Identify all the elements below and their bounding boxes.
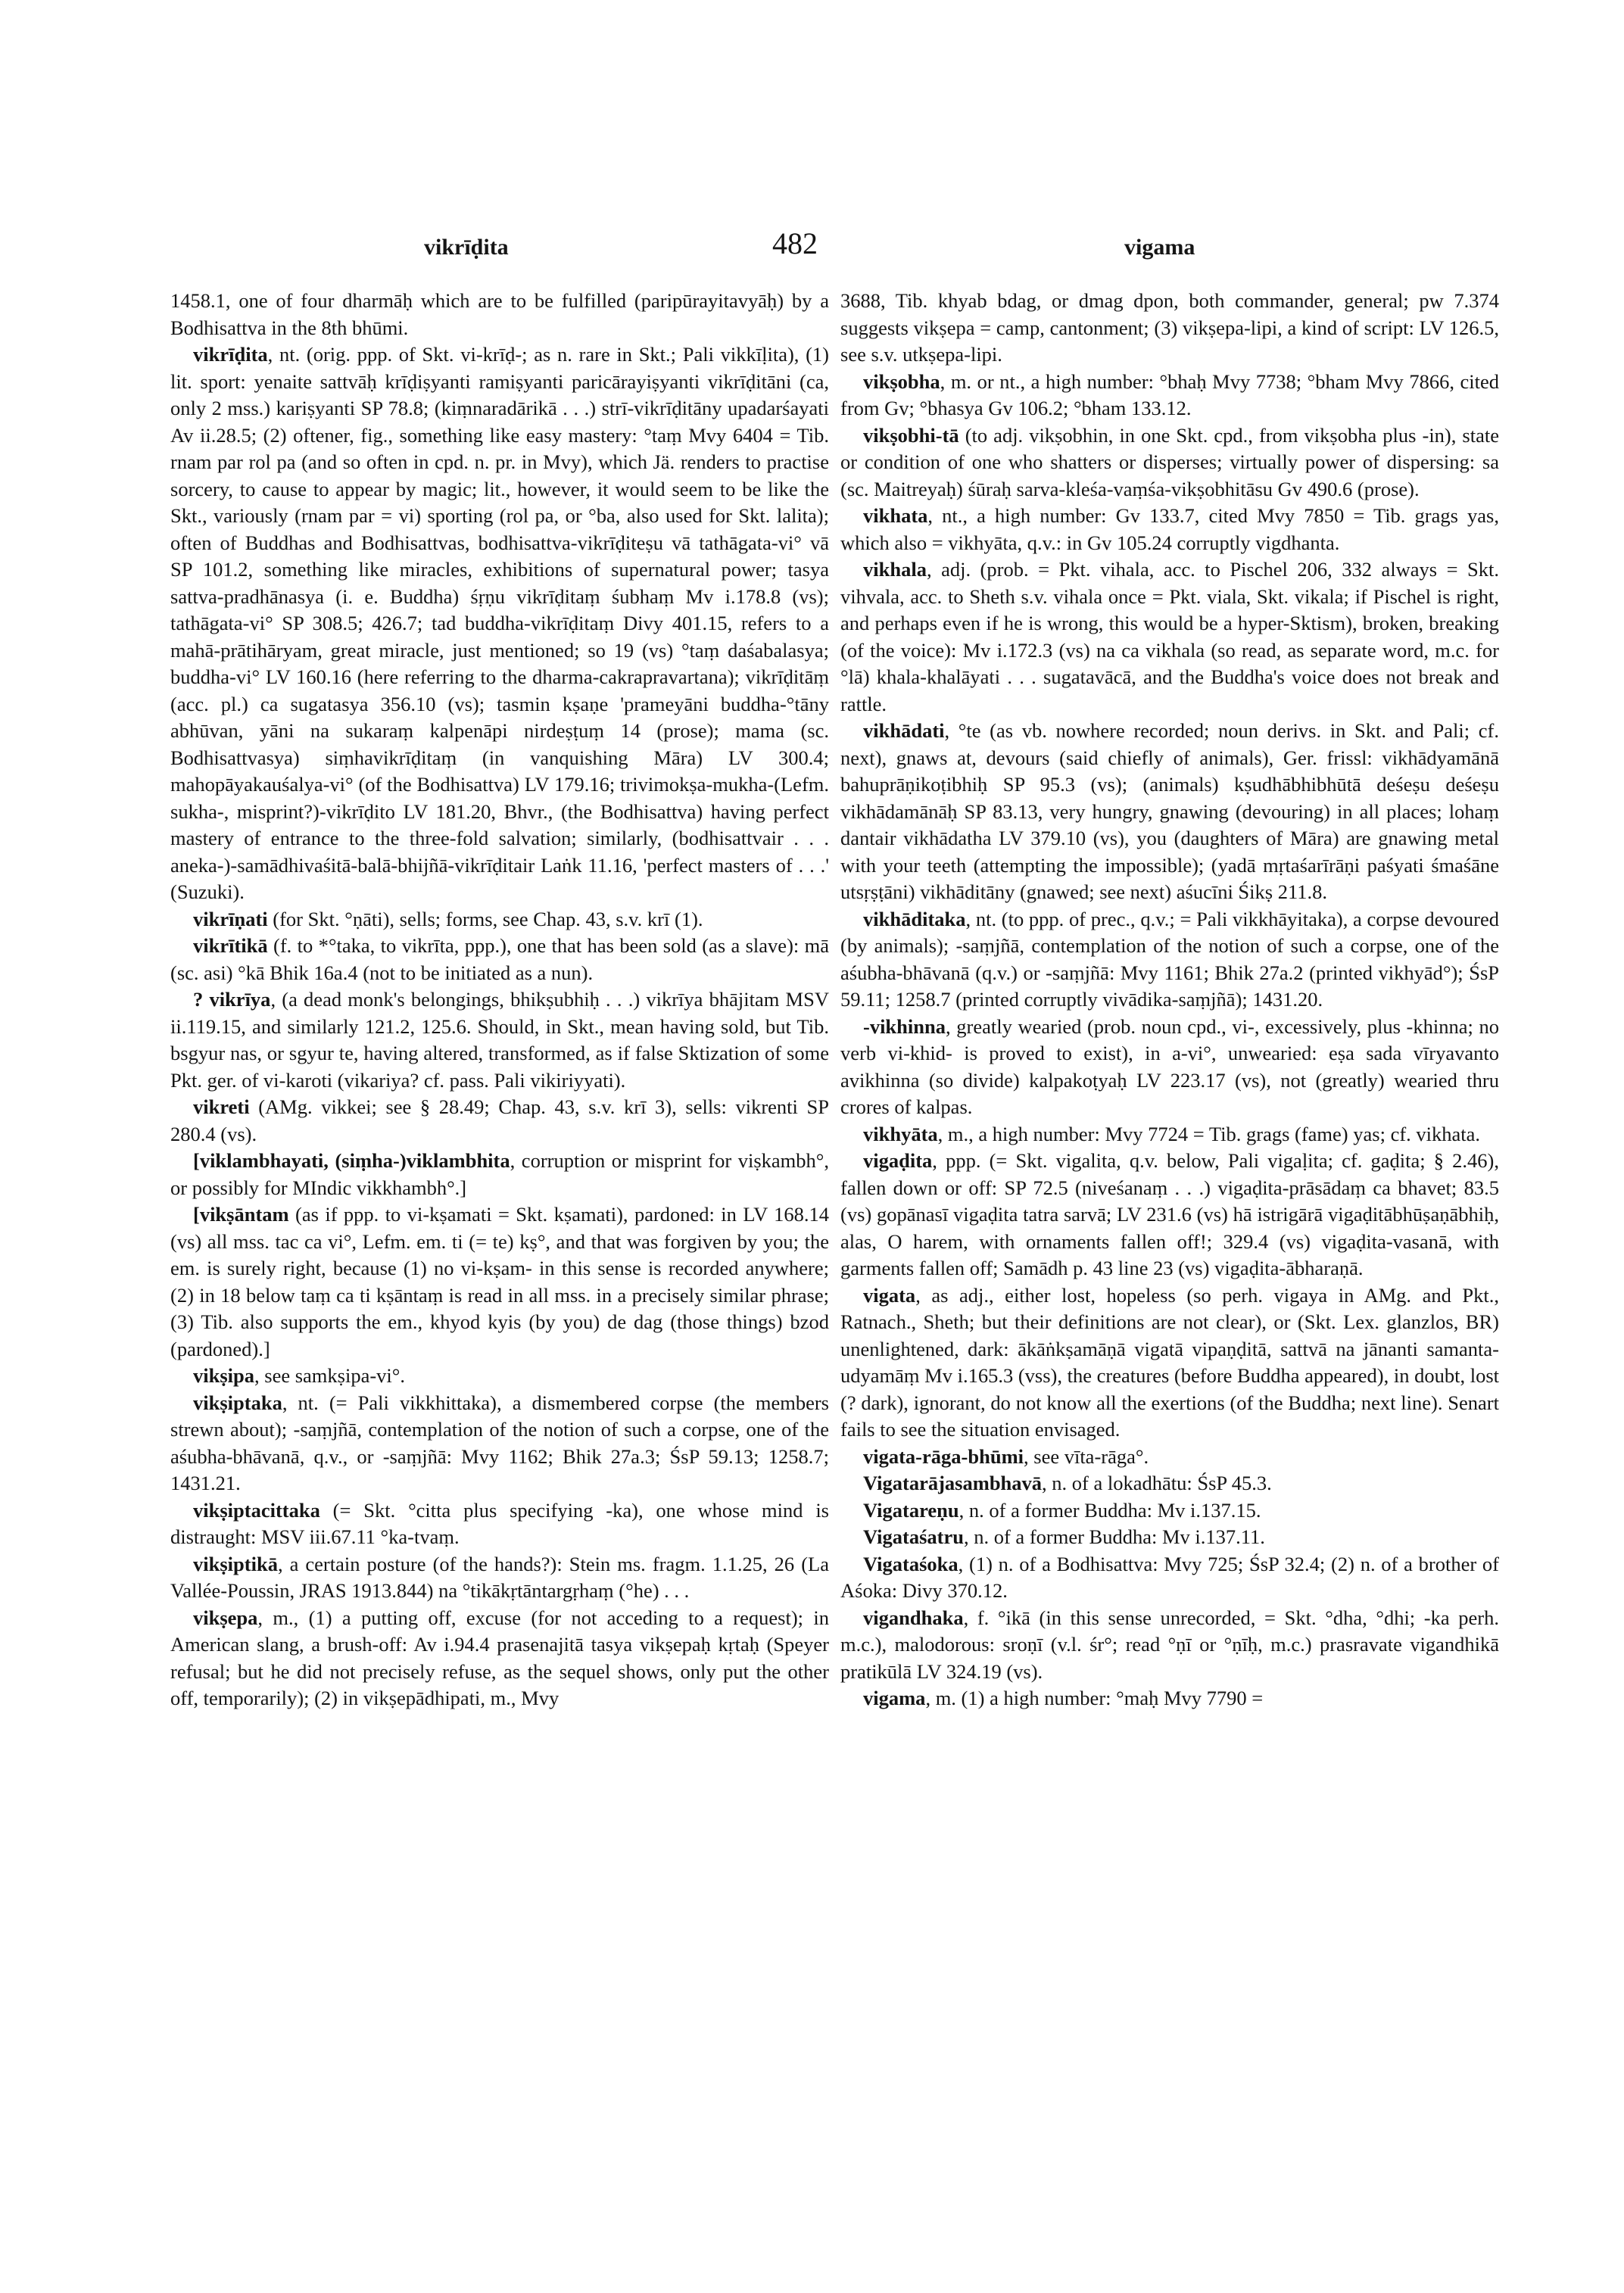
dictionary-entry xyxy=(840,1121,1499,1148)
dictionary-entry xyxy=(170,906,829,933)
dictionary-entry xyxy=(840,288,1499,369)
dictionary-entry xyxy=(840,503,1499,556)
entry-text: (= Skt. °citta plus specifying -ka), one whose mind is distraught: MSV iii.67.11 °ka-tvaṃ. xyxy=(170,1498,829,1548)
entry-text: , a certain posture (of the hands?): Stein ms. fragm. 1.1.25, 26 (La Vallée-Poussin, JRAS 1913.844) na °tikākṛtāntargṛhaṃ (°he) . . . xyxy=(170,1552,829,1602)
dictionary-entry xyxy=(840,1470,1499,1497)
entry-headword: vikṣiptikā xyxy=(193,1552,278,1575)
entry-text: , m. or nt., a high number: °bhaḥ Mvy 7738; °bham Mvy 7866, cited from Gv; °bhasya Gv 106.2; °bham 133.12. xyxy=(840,369,1499,419)
dictionary-entry xyxy=(840,1148,1499,1282)
entry-headword: vikṣepa xyxy=(193,1606,258,1629)
dictionary-entry xyxy=(840,1524,1499,1551)
entry-headword: vikhādati xyxy=(863,719,945,742)
dictionary-entry xyxy=(840,1282,1499,1444)
entry-headword: vikhyāta xyxy=(863,1122,938,1145)
dictionary-entry xyxy=(840,1685,1499,1712)
entry-text: , n. of a former Buddha: Mv i.137.15. xyxy=(959,1498,1261,1522)
entry-headword: vigama xyxy=(863,1687,926,1709)
dictionary-entry xyxy=(170,1605,829,1712)
entry-text: (for Skt. °ṇāti), sells; forms, see Chap. 43, s.v. krī (1). xyxy=(267,907,703,930)
entry-headword: vikṣobhi-tā xyxy=(863,423,959,447)
dictionary-entry xyxy=(170,288,829,341)
entry-headword: Vigatareṇu xyxy=(863,1498,959,1522)
dictionary-entry xyxy=(840,369,1499,422)
entry-text: , see samkṣipa-vi°. xyxy=(254,1364,406,1387)
entry-text: 1458.1, one of four dharmāḥ which are to be fulfilled (paripūrayitavyāḥ) by a Bodhisattva in the 8th bhūmi. xyxy=(170,289,829,339)
entry-headword: vikrīṇati xyxy=(193,907,268,930)
entry-text: , m. (1) a high number: °maḥ Mvy 7790 = xyxy=(925,1687,1264,1709)
running-head-right: vigama xyxy=(1124,235,1195,260)
dictionary-entry xyxy=(170,986,829,1094)
dictionary-entry xyxy=(170,1363,829,1390)
entry-headword: [vikṣāntam xyxy=(193,1203,289,1226)
entry-headword: Vigataśoka xyxy=(863,1552,959,1575)
entry-headword: vigaḍita xyxy=(863,1149,933,1172)
entry-text: , n. of a lokadhātu: ŚsP 45.3. xyxy=(1042,1472,1272,1494)
dictionary-entry xyxy=(840,1497,1499,1525)
entry-text: , see vīta-rāga°. xyxy=(1024,1444,1149,1468)
entry-text: , n. of a former Buddha: Mv i.137.11. xyxy=(963,1525,1265,1548)
entry-headword: vikṣipa xyxy=(193,1364,255,1387)
entry-text: , nt., a high number: Gv 133.7, cited Mvy 7850 = Tib. grags yas, which also = vikhyāta, q.v.: in Gv 105.24 corruptly vigdhanta. xyxy=(840,504,1499,554)
entry-text: , m., (1) a putting off, excuse (for not acceding to a request); in American slang, a brush-off: Av i.94.4 prasenajitā tasya vikṣepaḥ kṛtaḥ (Speyer refusal; but he did not precisely refuse, as the sequel shows, only put the other off, temporarily); (2) in vikṣepādhipati, m., Mvy xyxy=(170,1606,829,1709)
left-column xyxy=(170,288,829,2271)
page-header xyxy=(0,226,1624,280)
dictionary-entry xyxy=(170,1551,829,1605)
dictionary-entry xyxy=(170,1094,829,1148)
entry-headword: vikhāditaka xyxy=(863,907,966,930)
entry-headword: vikṣiptacittaka xyxy=(193,1498,320,1522)
dictionary-entry xyxy=(840,1605,1499,1686)
entry-headword: Vigataśatru xyxy=(863,1525,964,1548)
dictionary-entry xyxy=(840,422,1499,503)
page-number: 482 xyxy=(772,226,818,260)
dictionary-entry xyxy=(170,1201,829,1363)
entry-text: , nt. (to ppp. of prec., q.v.; = Pali vikkhāyitaka), a corpse devoured (by animals); -saṃjñā, contemplation of the notion of such a corpse, one of the aśubha-bhāvanā (q.v.) or -saṃjñā: Mvy 1161; Bhik 27a.2 (printed vikhyād°); ŚsP 59.11; 1258.7 (printed corruptly vivādika-saṃjñā); 1431.20. xyxy=(840,907,1499,1011)
dictionary-entry xyxy=(840,718,1499,906)
entry-text: (as if ppp. to vi-kṣamati = Skt. kṣamati), pardoned: in LV 168.14 (vs) all mss. tac ca vi°, Lefm. em. ti (= te) kṣ°, and that was forgiven by you; the em. is surely right, because (1) no vi-kṣam- in this sense is recorded anywhere; (2) in 18 below taṃ ca ti kṣāntaṃ is read in all mss. in a precisely similar phrase; (3) Tib. also supports the em., khyod kyis (by you) de dag (those things) bzod (pardoned).] xyxy=(170,1203,829,1360)
entry-headword: [viklambhayati, (siṃha-)viklambhita xyxy=(193,1149,510,1172)
entry-headword: vigata xyxy=(863,1283,916,1307)
entry-headword: vigandhaka xyxy=(863,1606,964,1629)
entry-text: , corruption or misprint for viṣkambh°, or possibly for MIndic vikkhambh°.] xyxy=(170,1149,829,1199)
entry-text: (AMg. vikkei; see § 28.49; Chap. 43, s.v. krī 3), sells: vikrenti SP 280.4 (vs). xyxy=(170,1095,829,1145)
dictionary-entry xyxy=(840,1014,1499,1121)
entry-text: 3688, Tib. khyab bdag, or dmag dpon, both commander, general; pw 7.374 suggests vikṣepa = camp, cantonment; (3) vikṣepa-lipi, a kind of script: LV 126.5, see s.v. utkṣepa-lipi. xyxy=(840,289,1499,366)
entry-text: , nt. (= Pali vikkhittaka), a dismembered corpse (the members strewn about); -saṃjñā, contemplation of the notion of such a corpse, one of the aśubha-bhāvanā, q.v., or -saṃjñā: Mvy 1162; Bhik 27a.3; ŚsP 59.13; 1258.7; 1431.21. xyxy=(170,1391,829,1494)
entry-headword: vikrītikā xyxy=(193,934,268,957)
entry-headword: Vigatarājasambhavā xyxy=(863,1472,1043,1494)
dictionary-entry xyxy=(170,341,829,906)
dictionary-entry xyxy=(840,1444,1499,1471)
entry-text: (f. to *°taka, to vikrīta, ppp.), one that has been sold (as a slave): mā (sc. asi) °kā Bhik 16a.4 (not to be initiated as a nun). xyxy=(170,934,829,984)
entry-text: , °te (as vb. nowhere recorded; noun derivs. in Skt. and Pali; cf. next), gnaws at, devours (said chiefly of animals), Ger. frissl: vikhādyamānā bahuprāṇikoṭibhiḥ SP 95.3 (vs); (animals) kṣudhābhibhūtā deśeṣu deśeṣu vikhādamānāḥ SP 83.13, very hungry, gnawing (devouring) in all places; lohaṃ dantair vikhādatha LV 379.10 (vs), you (daughters of Māra) are gnawing metal with your teeth (attempting the impossible); (yadā mṛtaśarīrāṇi paśyati śmaśāne utsṛṣṭāni) vikhāditāny (gnawed; see next) aśucīni Śikṣ 211.8. xyxy=(840,719,1499,903)
entry-text: , adj. (prob. = Pkt. vihala, acc. to Pischel 206, 332 always = Skt. vihvala, acc. to Sheth s.v. vihala once = Pkt. viala, Skt. vikala; if Pischel is right, and perhaps even if he is wrong, this would be a hyper-Sktism), broken, breaking (of the voice): Mv i.172.3 (vs) na ca vikhala (so read, as separate word, m.c. for °lā) khala-khalāyati . . . sugatavācā, and the Buddha's voice does not break and rattle. xyxy=(840,558,1499,715)
dictionary-entry xyxy=(170,933,829,986)
dictionary-entry xyxy=(840,556,1499,718)
dictionary-entry xyxy=(840,906,1499,1014)
entry-headword: -vikhinna xyxy=(863,1014,946,1038)
entry-headword: ? vikrīya xyxy=(193,988,271,1011)
entry-headword: vikṣobha xyxy=(863,369,940,393)
entry-text: , (a dead monk's belongings, bhikṣubhiḥ . . .) vikrīya bhājitam MSV ii.119.15, and similarly 121.2, 125.6. Should, in Skt., mean having sold, but Tib. bsgyur nas, or sgyur te, having altered, transformed, as if false Sktization of some Pkt. ger. of vi-karoti (vikariya? cf. pass. Pali vikiriyyati). xyxy=(170,988,829,1092)
dictionary-entry xyxy=(840,1551,1499,1605)
entry-headword: vikrīḍita xyxy=(193,343,268,366)
entry-headword: vikṣiptaka xyxy=(193,1391,282,1414)
right-column xyxy=(840,288,1499,2271)
entry-text: , as adj., either lost, hopeless (so perh. vigaya in AMg. and Pkt., Ratnach., Sheth; but their definitions are not clear), or (Skt. Lex. glanzlos, BR) unenlightened, dark: ākāṅkṣamāṇā vigatā vipaṇḍitā, sattvā na jānanti samanta-udyamāṃ Mv i.165.3 (vss), the creatures (before Buddha appeared), in doubt, lost (? dark), ignorant, do not know all the exertions (of the Buddha; next line). Senart fails to see the situation envisaged. xyxy=(840,1283,1499,1441)
entry-headword: vikhala xyxy=(863,558,927,581)
entry-headword: vigata-rāga-bhūmi xyxy=(863,1444,1024,1468)
entry-text: , f. °ikā (in this sense unrecorded, = Skt. °dha, °dhi; -ka perh. m.c.), malodorous: sroṇī (v.l. śr°; read °ṇī or °ṇīḥ, m.c.) prasravate vigandhikā pratikūlā LV 324.19 (vs). xyxy=(840,1606,1499,1683)
dictionary-entry xyxy=(170,1148,829,1201)
dictionary-entry xyxy=(170,1497,829,1551)
entry-text: (to adj. vikṣobhin, in one Skt. cpd., from vikṣobha plus -in), state or condition of one who shatters or disperses; virtually power of dispersing: sa (sc. Maitreyaḥ) śūraḥ sarva-kleśa-vaṃśa-vikṣobhitāsu Gv 490.6 (prose). xyxy=(840,423,1499,500)
entry-text: , ppp. (= Skt. vigalita, q.v. below, Pali vigaḷita; cf. gaḍita; § 2.46), fallen down or off: SP 72.5 (niveśanaṃ . . .) vigaḍita-prāsādaṃ ca bhavet; 83.5 (vs) gopānasī vigaḍita tatra sarvā; LV 231.6 (vs) hā istrigārā vigaḍitābhūṣaṇābhiḥ, alas, O harem, with ornaments fallen off!; 329.4 (vs) vigaḍita-vasanā, with garments fallen off; Samādh p. 43 line 23 (vs) vigaḍita-ābharaṇā. xyxy=(840,1149,1499,1279)
running-head-left: vikrīḍita xyxy=(424,235,509,260)
entry-text: , m., a high number: Mvy 7724 = Tib. grags (fame) yas; cf. vikhata. xyxy=(937,1122,1481,1145)
entry-text: , (1) n. of a Bodhisattva: Mvy 725; ŚsP 32.4; (2) n. of a brother of Aśoka: Divy 370.12. xyxy=(840,1552,1499,1602)
dictionary-entry xyxy=(170,1390,829,1497)
entry-text: , greatly wearied (prob. noun cpd., vi-, excessively, plus -khinna; no verb vi-khid- is proved to exist), in a-vi°, unwearied: eṣa sada vīryavanto avikhinna (so divide) kalpakoṭyaḥ LV 223.17 (vs), not (greatly) wearied thru crores of kalpas. xyxy=(840,1014,1499,1118)
entry-text: , nt. (orig. ppp. of Skt. vi-krīḍ-; as n. rare in Skt.; Pali vikkīḷita), (1) lit. sport: yenaite sattvāḥ krīḍiṣyanti ramiṣyanti paricārayiṣyanti vikrīḍitāni (ca, only 2 mss.) kariṣyanti SP 78.8; (kiṃnaradārikā . . .) strī-vikrīḍitāny upadarśayati Av ii.28.5; (2) oftener, fig., something like easy mastery: °taṃ Mvy 6404 = Tib. rnam par rol pa (and so often in cpd. n. pr. in Mvy), which Jä. renders to practise sorcery, to cause to appear by magic; lit., however, it would seem to be like the Skt., variously (rnam par = vi) sporting (rol pa, or °ba, also used for Skt. lalita); often of Buddhas and Bodhisattvas, bodhisattva-vikrīḍiteṣu vā tathāgata-vi° vā SP 101.2, something like miracles, exhibitions of supernatural power; tasya sattva-pradhānasya (i. e. Buddha) śṛṇu vikrīḍitaṃ śubhaṃ Mv i.178.8 (vs); tathāgata-vi° SP 308.5; 426.7; tad buddha-vikrīḍitaṃ Divy 401.15, refers to a mahā-prātihāryam, great miracle, just mentioned; so 19 (vs) °taṃ daśabalasya; buddha-vi° LV 160.16 (here referring to the dharma-cakrapravartana); vikrīḍitāṃ (acc. pl.) ca sugatasya 356.10 (vs); tasmin kṣaṇe 'prameyāni buddha-°tāny abhūvan, yāni na sukaraṃ kalpenāpi nirdeṣṭuṃ 14 (prose); mama (sc. Bodhisattvasya) siṃhavikrīḍitaṃ (in vanquishing Māra) LV 300.4; mahopāyakauśalya-vi° (of the Bodhisattva) LV 179.16; trivimokṣa-mukha-(Lefm. sukha-, misprint?)-vikrīḍito LV 181.20, Bhvr., (the Bodhisattva) having perfect mastery of entrance to the three-fold salvation; similarly, (bodhisattvair . . . aneka-)-samādhivaśitā-balā-bhijñā-vikrīḍitair Laṅk 11.16, 'perfect masters of . . .' (Suzuki). xyxy=(170,343,829,903)
entry-headword: vikhata xyxy=(863,504,928,527)
entry-headword: vikreti xyxy=(193,1095,250,1118)
